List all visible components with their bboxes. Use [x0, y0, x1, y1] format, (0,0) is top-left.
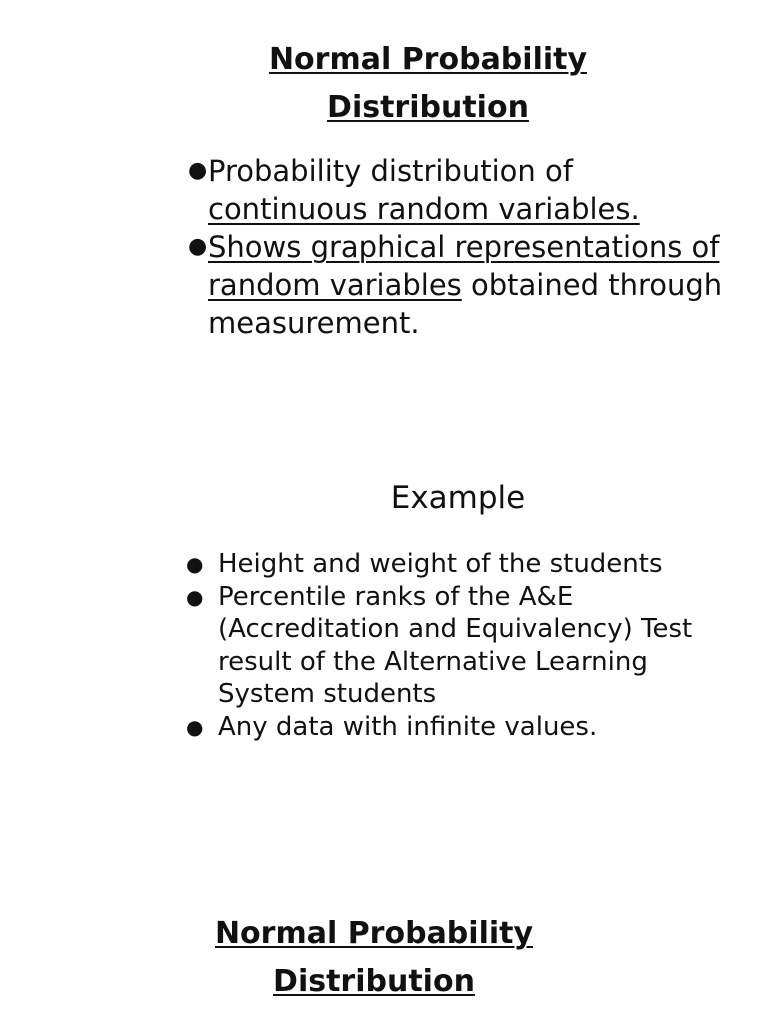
definition-text: measurement. [208, 306, 420, 340]
example-item-text: Any data with infinite values. [218, 711, 598, 742]
title-line-2: Distribution [327, 90, 529, 125]
definition-underlined-text: continuous random variables. [208, 192, 640, 226]
title-line-1: Normal Probability [214, 916, 534, 951]
list-item [188, 228, 764, 342]
section-title [176, 910, 572, 1006]
example-item-text: Height and weight of the students [218, 549, 663, 579]
bullet-icon: ● [186, 584, 204, 609]
definition-text: obtained through [471, 268, 723, 302]
definition-underlined-text: random variables [208, 268, 462, 302]
page-title [230, 36, 626, 132]
example-heading: Example [390, 480, 526, 516]
list-item [188, 152, 764, 228]
bullet-icon: ● [188, 234, 208, 259]
title-line-1: Normal Probability [268, 42, 588, 77]
bullet-icon: ● [186, 552, 204, 576]
example-item-text: Percentile ranks of the A&E (Accreditation and Equivalency) Test result of the Alternative Learning System students [218, 581, 693, 709]
list-item [186, 581, 746, 711]
list-item [186, 711, 746, 744]
list-item [186, 548, 746, 581]
bullet-icon: ● [188, 158, 208, 183]
definition-underlined-text: Shows graphical representations of [208, 230, 720, 264]
definition-list [188, 152, 764, 342]
definition-text: Probability distribution of [208, 154, 573, 188]
example-list [186, 548, 746, 743]
title-line-2: Distribution [273, 964, 475, 999]
bullet-icon: ● [186, 714, 204, 739]
